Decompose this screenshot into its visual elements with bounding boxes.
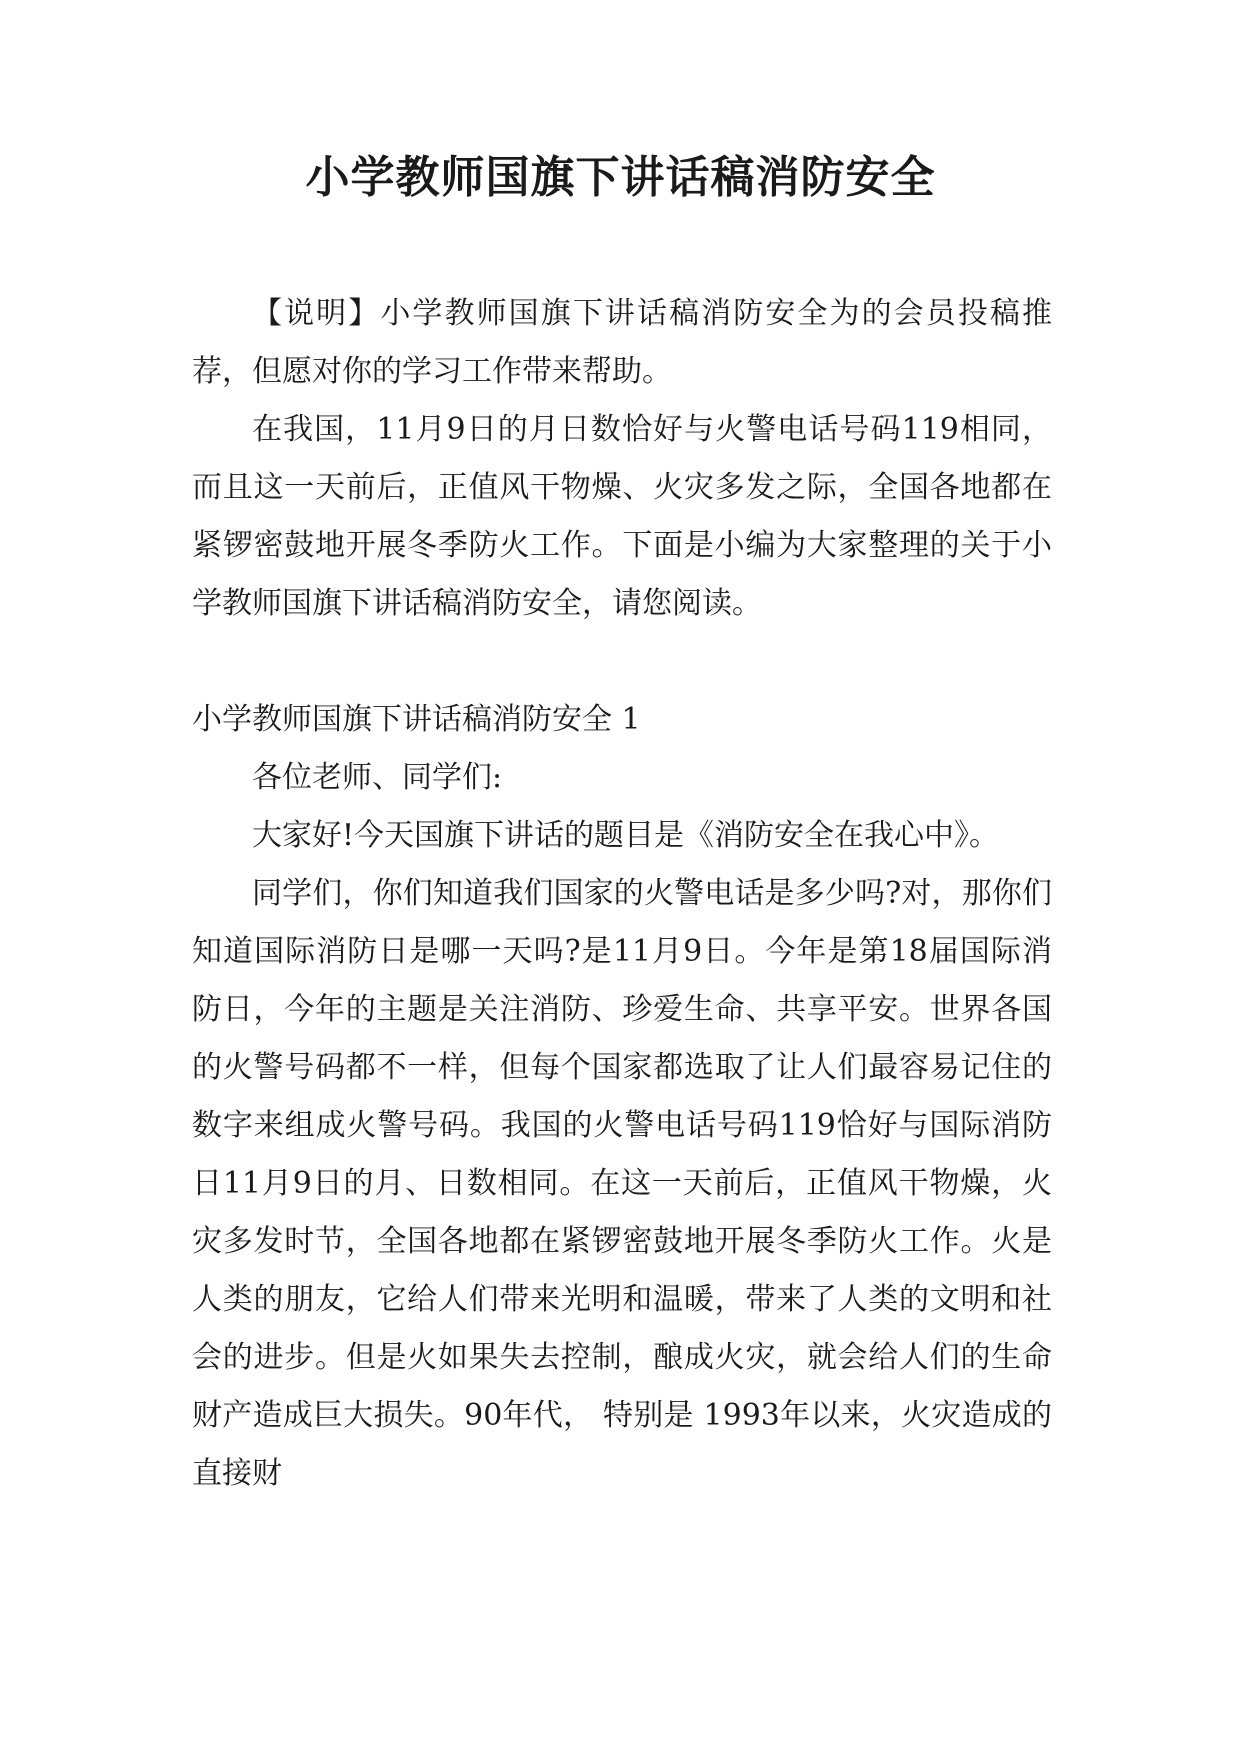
greeting-paragraph: 大家好!今天国旗下讲话的题目是《消防安全在我心中》。 <box>252 818 1000 853</box>
salutation-paragraph: 各位老师、同学们: <box>252 760 503 795</box>
document-title: 小学教师国旗下讲话稿消防安全 <box>305 152 936 203</box>
intro-paragraph-summary: 在我国，11月9日的月日数恰好与火警电话号码119相同，而且这一天前后，正值风干物燥、火灾多发之际，全国各地都在紧锣密鼓地开展冬季防火工作。下面是小编为大家整理的关于小学教师国旗下讲话稿消防安全，请您阅读。 <box>192 412 1052 621</box>
section-heading: 小学教师国旗下讲话稿消防安全 1 <box>192 702 641 737</box>
paragraph-gap <box>192 633 1052 691</box>
body-paragraph: 同学们，你们知道我们国家的火警电话是多少吗?对，那你们知道国际消防日是哪一天吗?是11月9日。今年是第18届国际消防日，今年的主题是关注消防、珍爱生命、共享平安。世界各国的火警号码都不一样，但每个国家都选取了让人们最容易记住的数字来组成火警号码。我国的火警电话号码119恰好与国际消防日11月9日的月、日数相同。在这一天前后，正值风干物燥，火灾多发时节，全国各地都在紧锣密鼓地开展冬季防火工作。火是人类的朋友，它给人们带来光明和温暖，带来了人类的文明和社会的进步。但是火如果失去控制，酿成火灾，就会给人们的生命财产造成巨大损失。90年代， 特别是 1993年以来，火灾造成的直接财 <box>192 876 1052 1491</box>
intro-paragraph-note: 【说明】小学教师国旗下讲话稿消防安全为的会员投稿推荐，但愿对你的学习工作带来帮助。 <box>192 296 1052 389</box>
document-body <box>192 285 1052 1503</box>
